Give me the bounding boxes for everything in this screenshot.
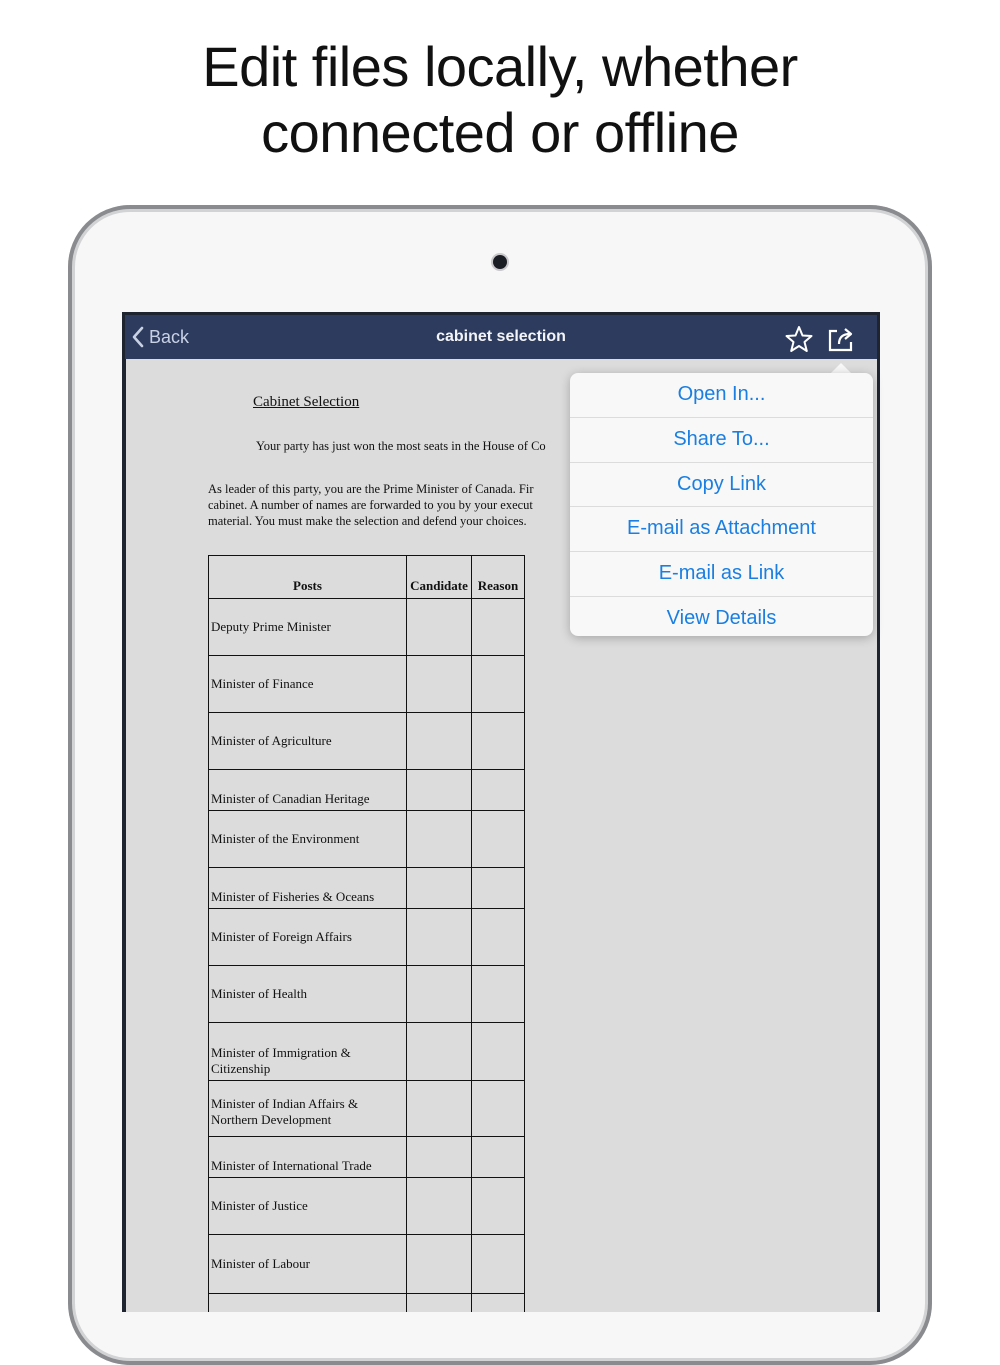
reason-cell	[472, 713, 525, 770]
post-cell: Minister of Agriculture	[209, 713, 407, 770]
table-row	[209, 1178, 525, 1235]
headline-line-1: Edit files locally, whether	[202, 35, 798, 98]
reason-cell	[472, 1023, 525, 1081]
header-candidate: Candidate	[407, 556, 472, 599]
table-row	[209, 1081, 525, 1137]
table-row	[209, 1294, 525, 1313]
headline-line-2: connected or offline	[261, 101, 739, 164]
candidate-cell	[407, 1023, 472, 1081]
reason-cell	[472, 1081, 525, 1137]
menu-item-copy-link[interactable]: Copy Link	[570, 463, 873, 508]
post-cell: Minister of Indian Affairs & Northern Development	[209, 1081, 407, 1137]
table-row	[209, 966, 525, 1023]
reason-cell	[472, 966, 525, 1023]
post-cell: Minister of Canadian Heritage	[209, 770, 407, 811]
headline	[0, 34, 1000, 166]
post-cell: Minister of International Trade	[209, 1137, 407, 1178]
header-posts: Posts	[209, 556, 407, 599]
candidate-cell	[407, 656, 472, 713]
menu-item-view-details[interactable]: View Details	[666, 606, 777, 629]
candidate-cell	[407, 1137, 472, 1178]
navigation-bar	[125, 315, 877, 359]
post-cell: Minister of Justice	[209, 1178, 407, 1235]
reason-cell	[472, 909, 525, 966]
post-cell: Minister of Finance	[209, 656, 407, 713]
post-cell: Minister of Fisheries & Oceans	[209, 868, 407, 909]
document-title: Cabinet Selection	[253, 394, 360, 410]
paragraph-line: cabinet. A number of names are forwarded to you by your execut	[208, 498, 533, 512]
post-cell: Deputy Prime Minister	[209, 599, 407, 656]
candidate-cell	[407, 811, 472, 868]
post-cell: Minister of Foreign Affairs	[209, 909, 407, 966]
table-row	[209, 599, 525, 656]
reason-cell	[472, 1294, 525, 1313]
candidate-cell	[407, 713, 472, 770]
menu-item-email-link[interactable]: E-mail as Link	[570, 552, 873, 597]
reason-cell	[472, 811, 525, 868]
post-cell: Minister of Immigration & Citizenship	[209, 1023, 407, 1081]
posts-table	[208, 555, 525, 1312]
candidate-cell	[407, 1081, 472, 1137]
document-paragraph	[208, 481, 534, 529]
reason-cell	[472, 656, 525, 713]
table-row	[209, 909, 525, 966]
table-row	[209, 811, 525, 868]
candidate-cell	[407, 1178, 472, 1235]
paragraph-line: As leader of this party, you are the Prime Minister of Canada. Fir	[208, 482, 534, 496]
menu-item-email-attachment[interactable]: E-mail as Attachment	[570, 507, 873, 552]
candidate-cell	[407, 1235, 472, 1294]
share-menu-popover	[570, 373, 873, 636]
nav-title: cabinet selection	[436, 328, 566, 345]
table-row	[209, 1235, 525, 1294]
menu-item-open-in[interactable]: Open In...	[570, 373, 873, 418]
candidate-cell	[407, 770, 472, 811]
back-label: Back	[149, 326, 190, 347]
reason-cell	[472, 1137, 525, 1178]
table-row	[209, 713, 525, 770]
menu-item-share-to[interactable]: Share To...	[570, 418, 873, 463]
table-row	[209, 868, 525, 909]
candidate-cell	[407, 909, 472, 966]
post-cell: Minister of Health	[209, 966, 407, 1023]
table-row	[209, 1137, 525, 1178]
share-icon[interactable]	[827, 327, 855, 353]
post-cell: Minister of the Environment	[209, 811, 407, 868]
reason-cell	[472, 1235, 525, 1294]
reason-cell	[472, 599, 525, 656]
reason-cell	[472, 770, 525, 811]
candidate-cell	[407, 966, 472, 1023]
document-intro: Your party has just won the most seats in the House of Co	[256, 439, 546, 453]
candidate-cell	[407, 868, 472, 909]
header-reason: Reason	[472, 556, 525, 599]
post-cell	[209, 1294, 407, 1313]
table-row	[209, 1023, 525, 1081]
table-row	[209, 770, 525, 811]
candidate-cell	[407, 599, 472, 656]
star-icon[interactable]	[785, 325, 813, 353]
paragraph-line: material. You must make the selection and defend your choices.	[208, 514, 527, 528]
post-cell: Minister of Labour	[209, 1235, 407, 1294]
camera-icon	[493, 255, 507, 269]
reason-cell	[472, 1178, 525, 1235]
candidate-cell	[407, 1294, 472, 1313]
reason-cell	[472, 868, 525, 909]
table-header-row	[209, 556, 525, 599]
table-row	[209, 656, 525, 713]
